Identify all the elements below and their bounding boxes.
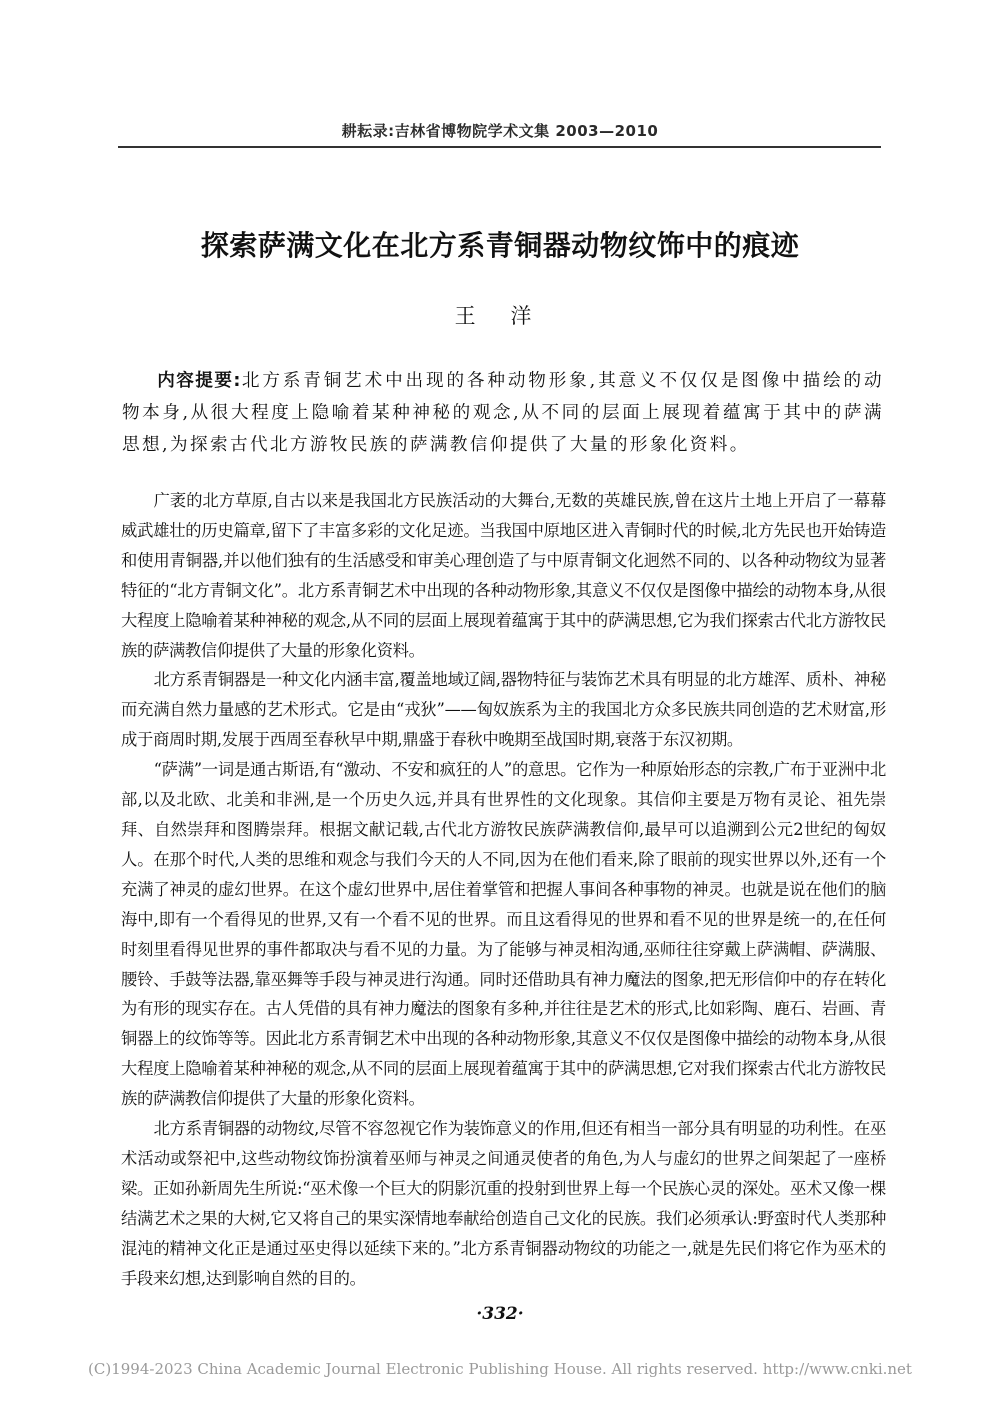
article-title: 探索萨满文化在北方系青铜器动物纹饰中的痕迹	[200, 229, 800, 262]
header-rule	[118, 146, 881, 148]
paragraph-2: 北方系青铜器是一种文化内涵丰富,覆盖地域辽阔,器物特征与装饰艺术具有明显的北方雄浑、质朴、神秘而充满自然力量感的艺术形式。它是由“戎狄”——匈奴族系为主的我国北方众多民族共同创造的艺术财富,形成于商周时期,发展于西周至春秋早中期,鼎盛于春秋中晚期至战国时期,衰落于东汉初期。	[121, 670, 886, 750]
copyright-notice: (C)1994-2023 China Academic Journal Electronic Publishing House. All rights reserved. http://www.cnki.net	[88, 1360, 912, 1378]
page-number: ·332·	[476, 1304, 524, 1324]
abstract	[122, 365, 884, 461]
author-name: 王 洋	[454, 304, 546, 328]
paragraph-3: “萨满”一词是通古斯语,有“激动、不安和疯狂的人”的意思。它作为一种原始形态的宗教,广布于亚洲中北部,以及北欧、北美和非洲,是一个历史久远,并具有世界性的文化现象。其信仰主要是万物有灵论、祖先崇拜、自然崇拜和图腾崇拜。根据文献记载,古代北方游牧民族萨满教信仰,最早可以追溯到公元2世纪的匈奴人。在那个时代,人类的思维和观念与我们今天的人不同,因为在他们看来,除了眼前的现实世界以外,还有一个充满了神灵的虚幻世界。在这个虚幻世界中,居住着掌管和把握人事间各种事物的神灵。也就是说在他们的脑海中,即有一个看得见的世界,又有一个看不见的世界。而且这看得见的世界和看不见的世界是统一的,在任何时刻里看得见世界的事件都取决与看不见的力量。为了能够与神灵相沟通,巫师往往穿戴上萨满帽、萨满服、腰铃、手鼓等法器,靠巫舞等手段与神灵进行沟通。同时还借助具有神力魔法的图象,把无形信仰中的存在转化为有形的现实存在。古人凭借的具有神力魔法的图象有多种,并往往是艺术的形式,比如彩陶、鹿石、岩画、青铜器上的纹饰等等。因此北方系青铜艺术中出现的各种动物形象,其意义不仅仅是图像中描绘的动物本身,从很大程度上隐喻着某种神秘的观念,从不同的层面上展现着蕴寓于其中的萨满思想,它对我们探索古代北方游牧民族的萨满教信仰提供了大量的形象化资料。	[121, 760, 886, 1109]
abstract-text: 北方系青铜艺术中出现的各种动物形象,其意义不仅仅是图像中描绘的动物本身,从很大程度上隐喻着某种神秘的观念,从不同的层面上展现着蕴寓于其中的萨满思想,为探索古代北方游牧民族的萨满教信仰提供了大量的形象化资料。	[122, 371, 884, 455]
paragraph-4: 北方系青铜器的动物纹,尽管不容忽视它作为装饰意义的作用,但还有相当一部分具有明显的功利性。在巫术活动或祭祀中,这些动物纹饰扮演着巫师与神灵之间通灵使者的角色,为人与虚幻的世界之间架起了一座桥梁。正如孙新周先生所说:“巫术像一个巨大的阴影沉重的投射到世界上每一个民族心灵的深处。巫术又像一棵结满艺术之果的大树,它又将自己的果实深情地奉献给创造自己文化的民族。我们必须承认:野蛮时代人类那种混沌的精神文化正是通过巫史得以延续下来的。”北方系青铜器动物纹的功能之一,就是先民们将它作为巫术的手段来幻想,达到影响自然的目的。	[121, 1119, 886, 1288]
body-text	[121, 486, 886, 1293]
paragraph-1: 广袤的北方草原,自古以来是我国北方民族活动的大舞台,无数的英雄民族,曾在这片土地上开启了一幕幕威武雄壮的历史篇章,留下了丰富多彩的文化足迹。当我国中原地区进入青铜时代的时候,北方先民也开始铸造和使用青铜器,并以他们独有的生活感受和审美心理创造了与中原青铜文化迥然不同的、以各种动物纹为显著特征的“北方青铜文化”。北方系青铜艺术中出现的各种动物形象,其意义不仅仅是图像中描绘的动物本身,从很大程度上隐喻着某种神秘的观念,从不同的层面上展现着蕴寓于其中的萨满思想,它为我们探索古代北方游牧民族的萨满教信仰提供了大量的形象化资料。	[121, 491, 886, 660]
abstract-label: 内容提要:	[157, 371, 242, 391]
running-header: 耕耘录:吉林省博物院学术文集 2003—2010	[341, 122, 659, 140]
